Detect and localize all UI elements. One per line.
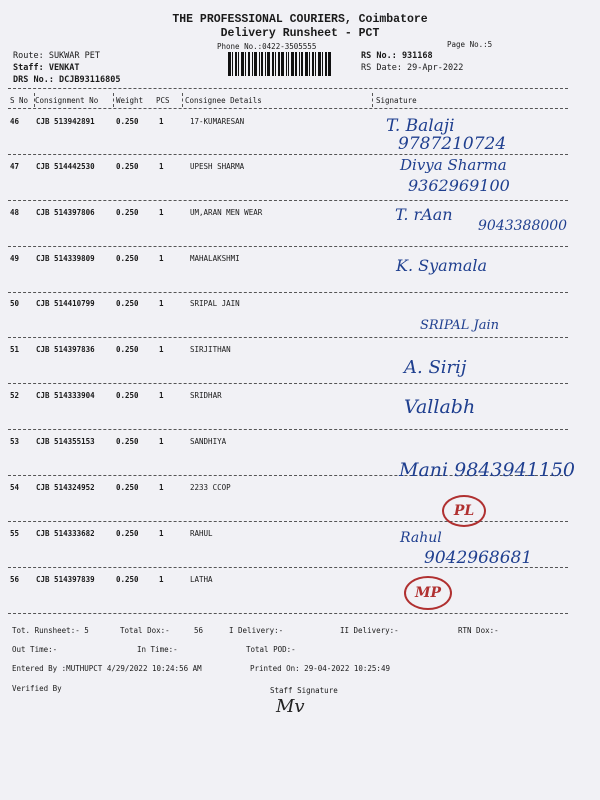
staff-name: Staff: VENKAT (13, 63, 80, 73)
entered-by: Entered By :MUTHUPCT 4/29/2022 10:24:56 AM (12, 664, 202, 673)
col-pcs: PCS (156, 96, 170, 105)
handwritten-phone: 9787210724 (398, 134, 507, 154)
row-consignment: CJB 514333682 (36, 529, 95, 538)
row-consignee: SRIDHAR (190, 391, 222, 400)
row-consignment: CJB 514355153 (36, 437, 95, 446)
row-sno: 49 (10, 254, 20, 263)
row-consignee: LATHA (190, 575, 213, 584)
row-consignee: MAHALAKSHMI (190, 254, 240, 263)
row-weight: 0.250 (116, 162, 139, 171)
row-pcs: 1 (159, 437, 164, 446)
divider (8, 292, 568, 293)
row-weight: 0.250 (116, 437, 139, 446)
runsheet-title: Delivery Runsheet - PCT (220, 27, 380, 40)
row-consignment: CJB 514397806 (36, 208, 95, 217)
col-divider (372, 93, 373, 107)
stamp-mark: PL (442, 495, 486, 527)
row-weight: 0.250 (116, 117, 139, 126)
col-divider (113, 93, 114, 107)
phone-number: Phone No.:0422-3505555 (217, 42, 317, 51)
divider (8, 154, 568, 155)
row-sno: 53 (10, 437, 20, 446)
col-divider (34, 93, 35, 107)
row-sno: 51 (10, 345, 20, 354)
row-pcs: 1 (159, 575, 164, 584)
divider (8, 108, 568, 109)
ii-delivery: II Delivery:- (340, 626, 399, 635)
company-name: THE PROFESSIONAL COURIERS, Coimbatore (172, 13, 428, 26)
row-consignee: SANDHIYA (190, 437, 227, 446)
row-consignment: CJB 514333904 (36, 391, 95, 400)
row-weight: 0.250 (116, 254, 139, 263)
row-consignee: RAHUL (190, 529, 213, 538)
handwritten-signature: Divya Sharma (400, 156, 507, 174)
rtn-dox: RTN Dox:- (458, 626, 499, 635)
row-sno: 48 (10, 208, 20, 217)
row-consignment: CJB 513942891 (36, 117, 95, 126)
row-sno: 55 (10, 529, 20, 538)
total-dox-label: Total Dox:- (120, 626, 170, 635)
row-pcs: 1 (159, 483, 164, 492)
total-pod: Total POD:- (246, 645, 296, 654)
row-pcs: 1 (159, 162, 164, 171)
col-weight: Weight (116, 96, 144, 105)
col-consignee: Consignee Details (185, 96, 262, 105)
staff-signature-label: Staff Signature (270, 686, 338, 695)
row-weight: 0.250 (116, 299, 139, 308)
handwritten-signature: T. rAan (395, 205, 453, 224)
divider (8, 337, 568, 338)
row-consignment: CJB 514339809 (36, 254, 95, 263)
row-pcs: 1 (159, 299, 164, 308)
row-weight: 0.250 (116, 345, 139, 354)
row-weight: 0.250 (116, 208, 139, 217)
handwritten-signature: A. Sirij (404, 357, 467, 378)
row-consignment: CJB 514397839 (36, 575, 95, 584)
handwritten-signature: SRIPAL Jain (420, 318, 500, 333)
handwritten-signature: Vallabh (404, 396, 476, 418)
row-consignment: CJB 514442530 (36, 162, 95, 171)
col-signature: Signature (376, 96, 417, 105)
row-pcs: 1 (159, 391, 164, 400)
stamp-mark: MP (404, 576, 452, 610)
row-consignee: 2233 CCOP (190, 483, 231, 492)
row-consignee: UPESH SHARMA (190, 162, 245, 171)
barcode (228, 52, 338, 76)
rs-date: RS Date: 29-Apr-2022 (361, 63, 464, 73)
in-time: In Time:- (137, 645, 178, 654)
staff-signature-mark: Mv (276, 696, 305, 717)
divider (8, 200, 568, 201)
handwritten-phone: 9362969100 (408, 176, 510, 195)
drs-number: DRS No.: DCJB93116805 (13, 75, 121, 85)
row-sno: 56 (10, 575, 20, 584)
row-pcs: 1 (159, 529, 164, 538)
divider (8, 88, 568, 89)
row-pcs: 1 (159, 208, 164, 217)
handwritten-signature: Mani 9843941150 (399, 459, 576, 481)
row-pcs: 1 (159, 117, 164, 126)
row-consignee: SRIPAL JAIN (190, 299, 240, 308)
handwritten-phone: 9042968681 (424, 548, 533, 568)
col-sno: S No (10, 96, 29, 105)
col-divider (182, 93, 183, 107)
row-consignee: SIRJITHAN (190, 345, 231, 354)
row-consignment: CJB 514410799 (36, 299, 95, 308)
handwritten-signature: T. Balaji (386, 116, 455, 136)
row-consignment: CJB 514324952 (36, 483, 95, 492)
row-pcs: 1 (159, 345, 164, 354)
row-weight: 0.250 (116, 529, 139, 538)
rs-number: RS No.: 931168 (361, 51, 433, 61)
row-consignee: UM,ARAN MEN WEAR (190, 208, 263, 217)
out-time: Out Time:- (12, 645, 58, 654)
printed-on: Printed On: 29-04-2022 10:25:49 (250, 664, 390, 673)
handwritten-phone: 9043388000 (478, 218, 568, 234)
row-sno: 50 (10, 299, 20, 308)
row-consignment: CJB 514397836 (36, 345, 95, 354)
handwritten-signature: K. Syamala (396, 256, 488, 275)
divider (8, 246, 568, 247)
divider (8, 429, 568, 430)
total-dox-value: 56 (194, 626, 204, 635)
row-sno: 47 (10, 162, 20, 171)
handwritten-signature: Rahul (400, 530, 442, 546)
i-delivery: I Delivery:- (229, 626, 284, 635)
row-weight: 0.250 (116, 483, 139, 492)
row-sno: 54 (10, 483, 20, 492)
divider (8, 613, 568, 614)
divider (8, 521, 568, 522)
col-consignment: Consignment No (35, 96, 99, 105)
page-number: Page No.:5 (447, 40, 493, 49)
row-sno: 46 (10, 117, 20, 126)
divider (8, 383, 568, 384)
tot-runsheet: Tot. Runsheet:- 5 (12, 626, 89, 635)
row-pcs: 1 (159, 254, 164, 263)
row-consignee: 17-KUMARESAN (190, 117, 245, 126)
row-weight: 0.250 (116, 575, 139, 584)
row-weight: 0.250 (116, 391, 139, 400)
verified-by: Verified By (12, 684, 62, 693)
route: Route: SUKWAR PET (13, 51, 100, 61)
row-sno: 52 (10, 391, 20, 400)
